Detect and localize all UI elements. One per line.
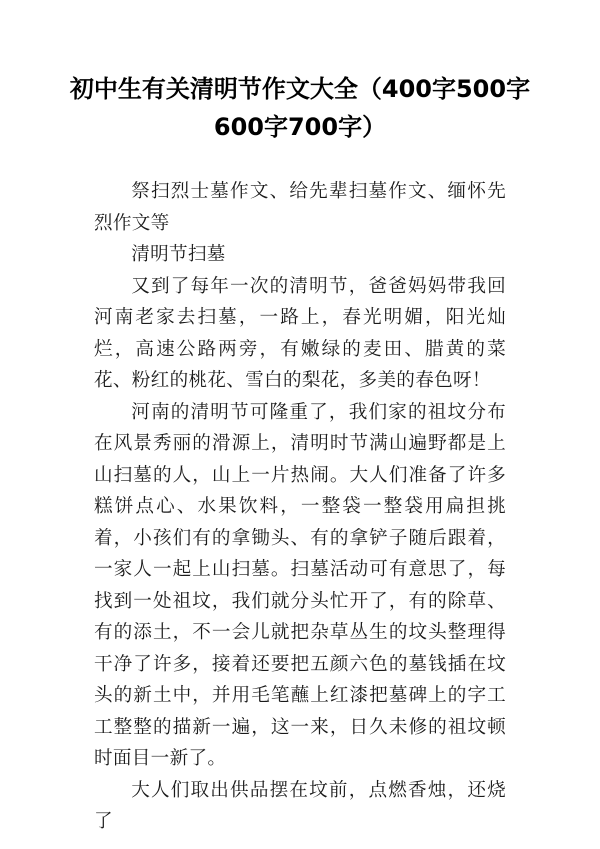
- paragraph: 河南的清明节可隆重了，我们家的祖坟分布在风景秀丽的滑源上，清明时节满山遍野都是上山扫墓的人，山上一片热闹。大人们准备了许多糕饼点心、水果饮料，一整袋一整袋用扁担挑着，小孩们有的拿锄头、有的拿铲子随后跟着，一家人一起上山扫墓。扫墓活动可有意思了，每找到一处祖坟，我们就分头忙开了，有的除草、有的添土，不一会儿就把杂草丛生的坟头整理得干净了许多，接着还要把五颜六色的墓钱插在坟头的新土中，并用毛笔蘸上红漆把墓碑上的字工工整整的描新一遍，这一来，日久未修的祖坟顿时面目一新了。: [94, 401, 506, 769]
- paragraph: 大人们取出供品摆在坟前，点燃香烛，还烧了: [94, 779, 506, 832]
- section-heading: 清明节扫墓: [131, 244, 226, 265]
- document-body: [94, 176, 506, 838]
- document-title: 初中生有关清明节作文大全（400字500字600字700字）: [69, 75, 531, 141]
- paragraph: 祭扫烈士墓作文、给先辈扫墓作文、缅怀先烈作文等: [94, 181, 506, 234]
- paragraph: 又到了每年一次的清明节，爸爸妈妈带我回河南老家去扫墓，一路上，春光明媚，阳光灿烂，高速公路两旁，有嫩绿的麦田、腊黄的菜花、粉红的桃花、雪白的梨花，多美的春色呀！: [94, 275, 506, 391]
